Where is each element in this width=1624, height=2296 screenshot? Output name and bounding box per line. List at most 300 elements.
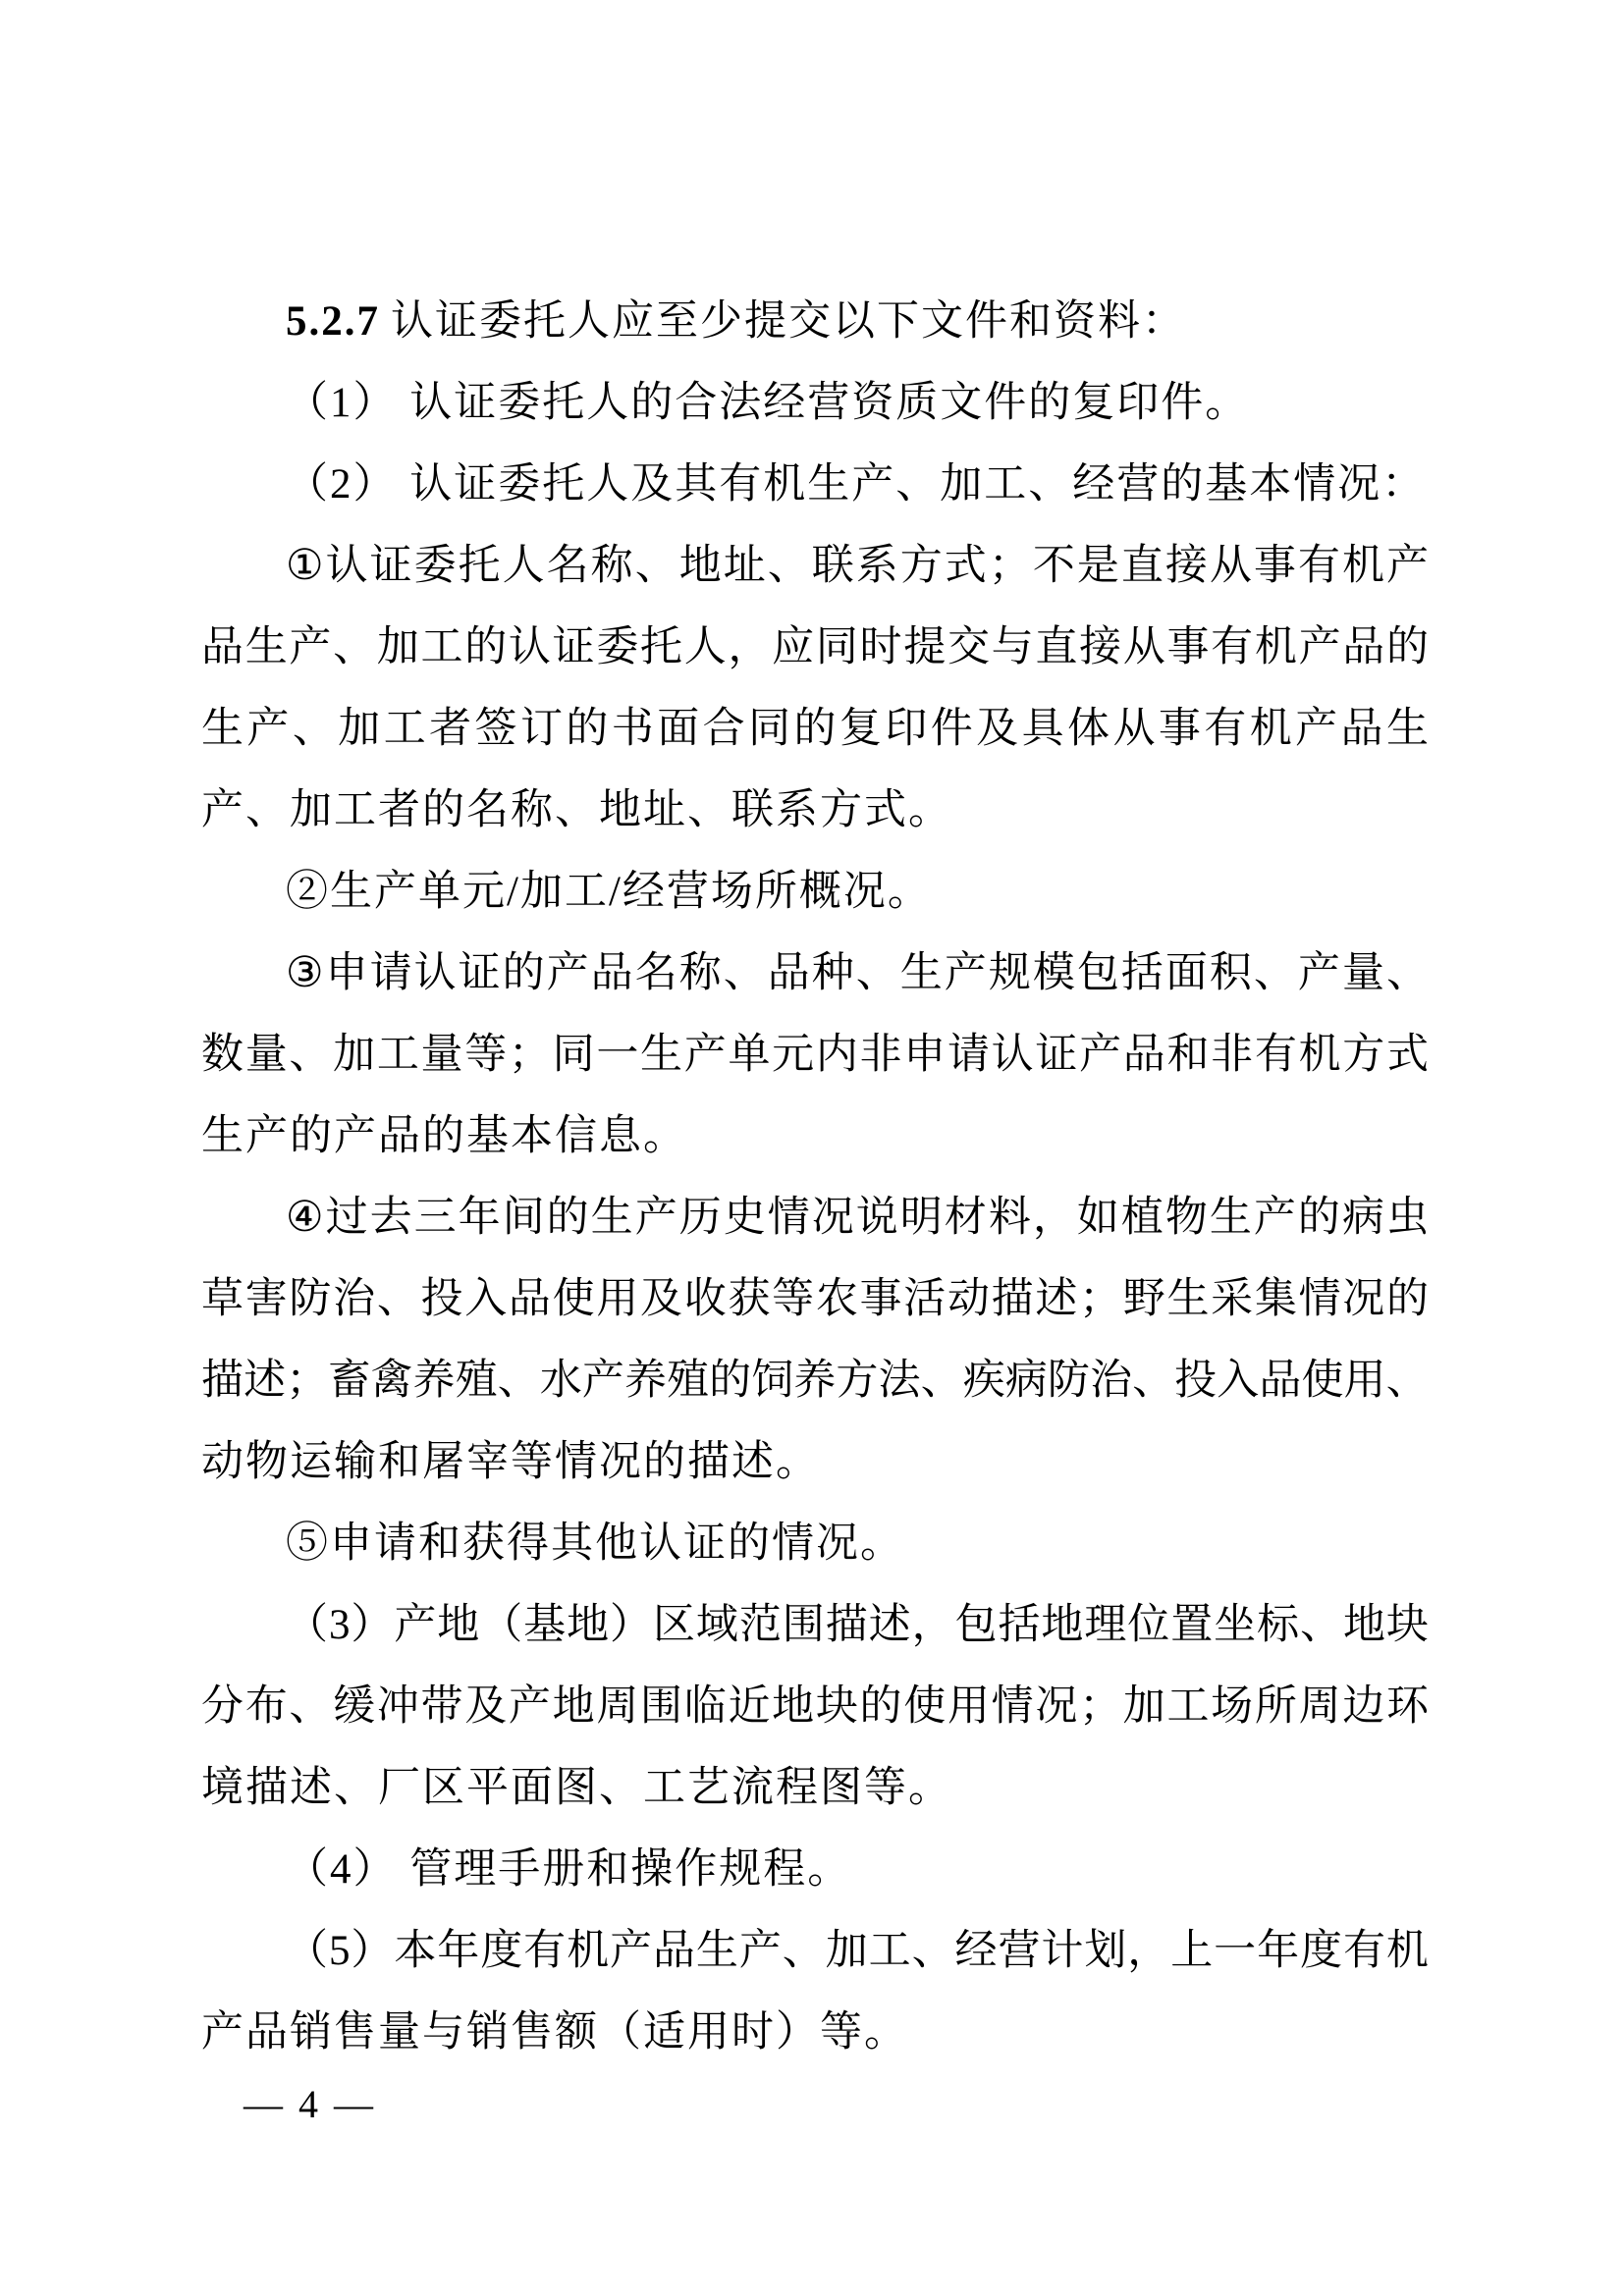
glyph: 计 — [1041, 1928, 1084, 1974]
text-line — [201, 933, 1429, 1014]
glyph: 产 — [1298, 624, 1341, 670]
glyph: 度 — [1300, 1928, 1342, 1974]
glyph: 申 — [903, 1032, 947, 1078]
glyph: 料 — [988, 1195, 1031, 1241]
glyph: 称 — [590, 543, 633, 589]
text-line — [201, 1177, 1429, 1258]
glyph: 禽 — [370, 1358, 413, 1404]
glyph: 种 — [811, 950, 854, 996]
glyph: 订 — [519, 706, 563, 752]
glyph: 畜 — [328, 1358, 371, 1404]
glyph: 工 — [383, 706, 426, 752]
glyph: 况 — [1342, 1276, 1385, 1322]
glyph: 使 — [1301, 1358, 1344, 1404]
glyph: 包 — [954, 1602, 998, 1648]
glyph: 经 — [954, 1928, 998, 1974]
glyph: 产 — [546, 950, 589, 996]
glyph: 品 — [1340, 706, 1383, 752]
glyph: 及 — [976, 706, 1019, 752]
glyph: 时 — [859, 624, 902, 670]
glyph: 周 — [596, 1683, 639, 1730]
glyph: 述 — [244, 1358, 287, 1404]
glyph: 描 — [201, 1358, 244, 1404]
glyph: 、 — [911, 1928, 954, 1974]
glyph: 防 — [289, 1276, 332, 1322]
glyph: 草 — [201, 1276, 244, 1322]
glyph: 品 — [1122, 1032, 1165, 1078]
glyph: 应 — [772, 624, 815, 670]
glyph: 的 — [1297, 1195, 1340, 1241]
glyph: 说 — [855, 1195, 898, 1241]
glyph: 品 — [652, 1928, 695, 1974]
glyph: 数 — [201, 1032, 244, 1078]
glyph: 方 — [899, 543, 943, 589]
glyph: 认 — [508, 624, 551, 670]
glyph: 机 — [1385, 1928, 1429, 1974]
text-line — [201, 688, 1429, 770]
glyph: ； — [1079, 1683, 1122, 1730]
glyph: 置 — [1170, 1602, 1214, 1648]
glyph: 况 — [1035, 1683, 1078, 1730]
text-line: （2） 认证委托人及其有机生产、加工、经营的基本情况： — [286, 461, 1427, 507]
glyph: 、 — [1253, 950, 1296, 996]
glyph: 生 — [590, 1195, 633, 1241]
glyph: 品 — [1342, 624, 1385, 670]
glyph: 、 — [767, 543, 810, 589]
glyph: 有 — [1254, 1032, 1297, 1078]
glyph: 单 — [728, 1032, 771, 1078]
glyph: 产 — [610, 1928, 652, 1974]
glyph: 从 — [1112, 706, 1156, 752]
glyph: 间 — [502, 1195, 545, 1241]
glyph: 工 — [376, 1032, 419, 1078]
glyph: 签 — [474, 706, 517, 752]
text-line: 生产的产品的基本信息。 — [201, 1113, 687, 1159]
glyph: 史 — [723, 1195, 766, 1241]
glyph: 分 — [201, 1683, 244, 1730]
glyph: 临 — [683, 1683, 727, 1730]
glyph: 和 — [1166, 1032, 1210, 1078]
glyph: 活 — [903, 1276, 947, 1322]
glyph: 量 — [420, 1032, 463, 1078]
glyph: 、 — [1132, 1358, 1175, 1404]
glyph: 病 — [1341, 1195, 1384, 1241]
glyph: 提 — [903, 624, 947, 670]
glyph: 描 — [825, 1602, 868, 1648]
glyph: 加 — [333, 1032, 376, 1078]
glyph: 防 — [1047, 1358, 1090, 1404]
glyph: 品 — [508, 1276, 551, 1322]
glyph: ， — [911, 1602, 954, 1648]
text-line — [201, 1910, 1429, 1992]
glyph: 事 — [1253, 543, 1296, 589]
glyph: 产 — [683, 1032, 727, 1078]
glyph: 有 — [1342, 1928, 1385, 1974]
glyph: 证 — [458, 950, 501, 996]
glyph: ， — [1032, 1195, 1075, 1241]
glyph: 有 — [1297, 543, 1340, 589]
glyph: 用 — [1343, 1358, 1386, 1404]
glyph: 基 — [523, 1602, 567, 1648]
glyph: 、 — [289, 1683, 332, 1730]
glyph: 有 — [1211, 624, 1254, 670]
glyph: 品 — [590, 950, 633, 996]
glyph: 植 — [1120, 1195, 1164, 1241]
glyph: ） — [351, 1928, 394, 1974]
glyph: 产 — [246, 706, 290, 752]
glyph: 事 — [1158, 706, 1201, 752]
glyph: 产 — [1295, 706, 1338, 752]
glyph: 、 — [289, 1032, 332, 1078]
glyph: 年 — [437, 1928, 480, 1974]
glyph: 同 — [552, 1032, 595, 1078]
glyph: 接 — [1164, 543, 1208, 589]
glyph: 三 — [413, 1195, 457, 1241]
glyph: 害 — [244, 1276, 288, 1322]
glyph: 入 — [1217, 1358, 1260, 1404]
glyph: 地 — [437, 1602, 480, 1648]
glyph: 加 — [825, 1928, 868, 1974]
glyph: 述 — [1035, 1276, 1078, 1322]
glyph: 加 — [376, 624, 419, 670]
glyph: ） — [351, 1602, 394, 1648]
glyph: 括 — [1120, 950, 1164, 996]
glyph: 证 — [1035, 1032, 1078, 1078]
glyph: 疾 — [962, 1358, 1005, 1404]
glyph: ③ — [286, 950, 324, 996]
text-line: 产、加工者的名称、地址、联系方式。 — [201, 787, 952, 833]
glyph: 、 — [855, 950, 898, 996]
glyph: 面 — [657, 706, 700, 752]
glyph: 地 — [772, 1683, 815, 1730]
glyph: 养 — [623, 1358, 667, 1404]
text-line: 境描述、厂区平面图、工艺流程图等。 — [201, 1765, 952, 1811]
glyph: 产 — [738, 1928, 782, 1974]
glyph: 场 — [1211, 1683, 1254, 1730]
glyph: 工 — [1166, 1683, 1210, 1730]
glyph: ； — [286, 1358, 329, 1404]
glyph: 虫 — [1385, 1195, 1429, 1241]
glyph: 、 — [1385, 950, 1429, 996]
glyph: 采 — [1211, 1276, 1254, 1322]
glyph: 地 — [552, 1683, 595, 1730]
glyph: 品 — [767, 950, 810, 996]
glyph: 投 — [1174, 1358, 1218, 1404]
glyph: 理 — [1084, 1602, 1127, 1648]
text-line: ⑤申请和获得其他认证的情况。 — [286, 1521, 904, 1567]
page-number: — 4 — — [244, 2082, 376, 2126]
glyph: 过 — [325, 1195, 368, 1241]
text-line — [201, 1014, 1429, 1095]
glyph: 不 — [1032, 543, 1075, 589]
glyph: 明 — [899, 1195, 943, 1241]
glyph: 系 — [855, 543, 898, 589]
glyph: 直 — [1120, 543, 1164, 589]
glyph: 书 — [611, 706, 654, 752]
glyph: 年 — [1257, 1928, 1300, 1974]
glyph: 工 — [868, 1928, 911, 1974]
glyph: 认 — [325, 543, 368, 589]
glyph: 情 — [991, 1683, 1034, 1730]
glyph: ， — [1127, 1928, 1170, 1974]
glyph: 生 — [640, 1032, 683, 1078]
text-line: ②生产单元/加工/经营场所概况。 — [286, 869, 932, 915]
glyph: 委 — [596, 624, 639, 670]
glyph: 划 — [1084, 1928, 1127, 1974]
glyph: 收 — [683, 1276, 727, 1322]
glyph: 病 — [1004, 1358, 1048, 1404]
glyph: 机 — [1341, 543, 1384, 589]
glyph: 营 — [998, 1928, 1041, 1974]
glyph: 积 — [1209, 950, 1252, 996]
glyph: 块 — [815, 1683, 858, 1730]
glyph: （ — [286, 1602, 328, 1648]
glyph: 生 — [201, 706, 244, 752]
glyph: 是 — [1076, 543, 1119, 589]
glyph: ① — [286, 543, 324, 589]
glyph: 请 — [369, 950, 412, 996]
glyph: 等 — [464, 1032, 508, 1078]
glyph: 范 — [738, 1602, 782, 1648]
glyph: 址 — [723, 543, 766, 589]
glyph: 模 — [1032, 950, 1075, 996]
text-line: 动物运输和屠宰等情况的描述。 — [201, 1439, 820, 1485]
glyph: 动 — [947, 1276, 990, 1322]
text-line — [201, 1666, 1429, 1747]
glyph: 产 — [508, 1683, 551, 1730]
glyph: 材 — [944, 1195, 987, 1241]
glyph: 周 — [1298, 1683, 1341, 1730]
glyph: 合 — [702, 706, 745, 752]
glyph: 托 — [458, 543, 501, 589]
glyph: 认 — [413, 950, 457, 996]
text-line: 产品销售量与销售额（适用时）等。 — [201, 2009, 908, 2056]
glyph: 体 — [1067, 706, 1110, 752]
glyph: 同 — [815, 624, 858, 670]
glyph: 一 — [1214, 1928, 1257, 1974]
glyph: 描 — [991, 1276, 1034, 1322]
glyph: 等 — [772, 1276, 815, 1322]
glyph: 机 — [1249, 706, 1292, 752]
glyph: 如 — [1076, 1195, 1119, 1241]
glyph: 本 — [394, 1928, 437, 1974]
glyph: 的 — [464, 624, 508, 670]
glyph: ， — [728, 624, 771, 670]
glyph: 事 — [859, 1276, 902, 1322]
glyph: 的 — [1385, 624, 1429, 670]
glyph: 产 — [581, 1358, 624, 1404]
glyph: 产 — [394, 1602, 437, 1648]
glyph: 年 — [458, 1195, 501, 1241]
glyph: ； — [508, 1032, 551, 1078]
glyph: 治 — [333, 1276, 376, 1322]
glyph: 水 — [539, 1358, 582, 1404]
glyph: 人 — [502, 543, 545, 589]
glyph: 布 — [244, 1683, 288, 1730]
glyph: （ — [480, 1602, 523, 1648]
clause-number: 5.2.7 — [286, 298, 380, 345]
glyph: 的 — [502, 950, 545, 996]
glyph: 接 — [1079, 624, 1122, 670]
glyph: 件 — [930, 706, 973, 752]
glyph: 、 — [723, 950, 766, 996]
glyph: 生 — [695, 1928, 738, 1974]
glyph: 托 — [640, 624, 683, 670]
glyph: 情 — [767, 1195, 810, 1241]
glyph: 块 — [1385, 1602, 1429, 1648]
glyph: 量 — [244, 1032, 288, 1078]
glyph: 上 — [1170, 1928, 1214, 1974]
glyph: 生 — [1209, 1195, 1252, 1241]
glyph: 及 — [640, 1276, 683, 1322]
glyph: 况 — [811, 1195, 854, 1241]
glyph: 的 — [793, 706, 837, 752]
glyph: 从 — [1122, 624, 1165, 670]
glyph: 所 — [1254, 1683, 1297, 1730]
glyph: 直 — [1035, 624, 1078, 670]
glyph: 投 — [420, 1276, 463, 1322]
glyph: 方 — [836, 1358, 879, 1404]
glyph: 获 — [728, 1276, 771, 1322]
glyph: 环 — [1385, 1683, 1429, 1730]
glyph: 使 — [552, 1276, 595, 1322]
glyph: ） — [610, 1602, 652, 1648]
glyph: 野 — [1122, 1276, 1165, 1322]
glyph: 机 — [1254, 624, 1297, 670]
glyph: 产 — [1385, 543, 1429, 589]
glyph: 位 — [1127, 1602, 1170, 1648]
glyph: 地 — [678, 543, 722, 589]
glyph: ④ — [286, 1195, 324, 1241]
glyph: 机 — [1298, 1032, 1341, 1078]
glyph: 复 — [839, 706, 882, 752]
clause-heading — [201, 281, 1429, 362]
text-block — [201, 281, 1429, 2073]
glyph: 品 — [201, 624, 244, 670]
glyph: 的 — [566, 706, 609, 752]
glyph: 饲 — [751, 1358, 794, 1404]
glyph: 养 — [412, 1358, 456, 1404]
glyph: 缓 — [333, 1683, 376, 1730]
glyph: 殖 — [455, 1358, 498, 1404]
glyph: 元 — [772, 1032, 815, 1078]
glyph: 请 — [947, 1032, 990, 1078]
glyph: 域 — [695, 1602, 738, 1648]
glyph: 的 — [859, 1683, 902, 1730]
glyph: 具 — [1021, 706, 1064, 752]
glyph: 围 — [640, 1683, 683, 1730]
glyph: 加 — [1122, 1683, 1165, 1730]
glyph: 品 — [1259, 1358, 1302, 1404]
glyph: 委 — [413, 543, 457, 589]
glyph: 机 — [567, 1928, 610, 1974]
glyph: 养 — [793, 1358, 837, 1404]
glyph: 规 — [988, 950, 1031, 996]
glyph: 、 — [376, 1276, 419, 1322]
glyph: 非 — [1211, 1032, 1254, 1078]
glyph: 非 — [859, 1032, 902, 1078]
glyph: 量 — [1341, 950, 1384, 996]
glyph: 农 — [815, 1276, 858, 1322]
glyph: 包 — [1076, 950, 1119, 996]
glyph: 坐 — [1214, 1602, 1257, 1648]
glyph: ； — [988, 543, 1031, 589]
glyph: 括 — [998, 1602, 1041, 1648]
glyph: 殖 — [667, 1358, 710, 1404]
glyph: 地 — [1041, 1602, 1084, 1648]
text-line: （1） 认证委托人的合法经营资质文件的复印件。 — [286, 380, 1250, 426]
glyph: 同 — [748, 706, 791, 752]
glyph: 生 — [1166, 1276, 1210, 1322]
glyph: 证 — [369, 543, 412, 589]
glyph: 式 — [1385, 1032, 1429, 1078]
glyph: 从 — [1209, 543, 1252, 589]
glyph: 边 — [1342, 1683, 1385, 1730]
glyph: 事 — [1166, 624, 1210, 670]
glyph: 、 — [1385, 1358, 1429, 1404]
glyph: 近 — [728, 1683, 771, 1730]
glyph: 物 — [1164, 1195, 1208, 1241]
glyph: 法 — [878, 1358, 921, 1404]
glyph: 、 — [782, 1928, 825, 1974]
text-line — [201, 1584, 1429, 1666]
glyph: 去 — [369, 1195, 412, 1241]
glyph: 的 — [709, 1358, 752, 1404]
glyph: 的 — [546, 1195, 589, 1241]
glyph: 地 — [1342, 1602, 1385, 1648]
glyph: 情 — [1298, 1276, 1341, 1322]
glyph: 地 — [567, 1602, 610, 1648]
text-line — [201, 1340, 1429, 1421]
glyph: 认 — [991, 1032, 1034, 1078]
glyph: 使 — [903, 1683, 947, 1730]
glyph: 人 — [683, 624, 727, 670]
glyph: 工 — [420, 624, 463, 670]
text-line — [201, 1258, 1429, 1340]
clause-title: 认证委托人应至少提交以下文件和资料： — [391, 298, 1186, 345]
glyph: 方 — [1342, 1032, 1385, 1078]
text-line: （4） 管理手册和操作规程。 — [286, 1846, 852, 1893]
glyph: 、 — [1300, 1602, 1342, 1648]
glyph: 、 — [333, 624, 376, 670]
glyph: 式 — [944, 543, 987, 589]
glyph: 内 — [815, 1032, 858, 1078]
glyph: 产 — [1297, 950, 1340, 996]
glyph: （ — [286, 1928, 328, 1974]
glyph: 区 — [652, 1602, 695, 1648]
glyph: 加 — [338, 706, 381, 752]
glyph: 5 — [328, 1928, 351, 1974]
glyph: 有 — [523, 1928, 567, 1974]
glyph: 、 — [497, 1358, 540, 1404]
glyph: 、 — [920, 1358, 963, 1404]
glyph: 治 — [1089, 1358, 1132, 1404]
glyph: 名 — [634, 950, 677, 996]
glyph: 度 — [480, 1928, 523, 1974]
glyph: 冲 — [376, 1683, 419, 1730]
glyph: 产 — [944, 950, 987, 996]
glyph: 用 — [596, 1276, 639, 1322]
glyph: 证 — [552, 624, 595, 670]
glyph: 与 — [991, 624, 1034, 670]
glyph: 产 — [289, 624, 332, 670]
glyph: 历 — [678, 1195, 722, 1241]
glyph: 带 — [420, 1683, 463, 1730]
glyph: 生 — [899, 950, 943, 996]
glyph: 印 — [885, 706, 928, 752]
glyph: 产 — [1079, 1032, 1122, 1078]
glyph: 、 — [634, 543, 677, 589]
